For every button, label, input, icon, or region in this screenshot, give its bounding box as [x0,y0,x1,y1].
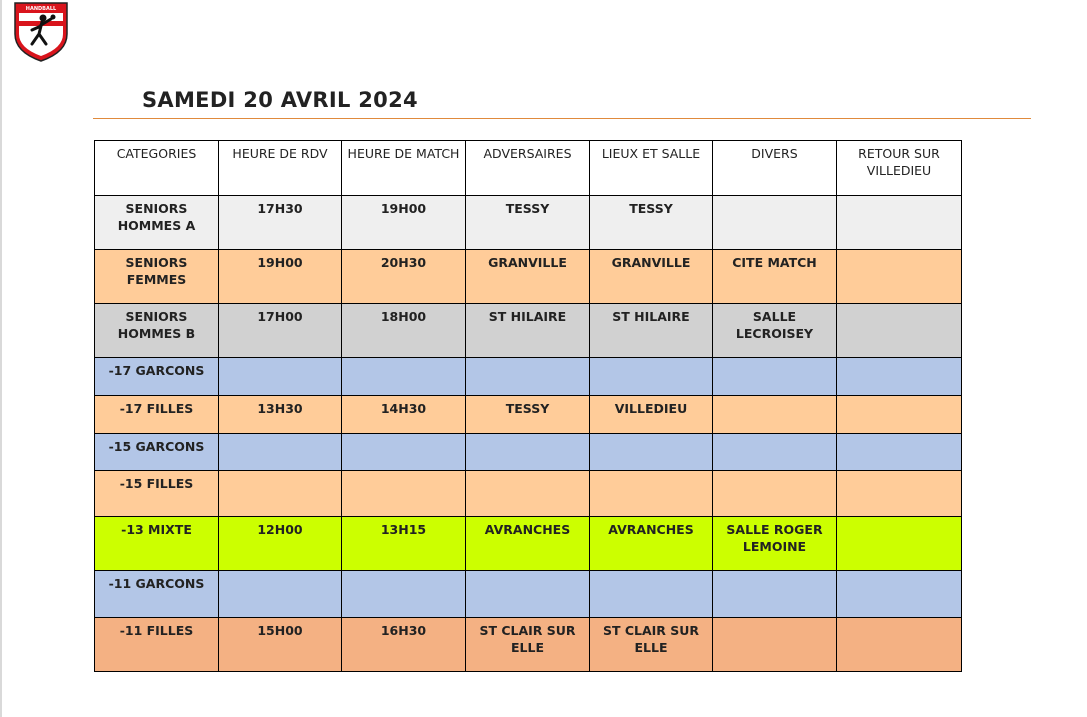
cell-category: SENIORS HOMMES A [95,196,219,250]
title-divider [93,118,1031,119]
cell-heure-match [342,571,466,618]
column-header-retour: RETOUR SUR VILLEDIEU [837,141,962,196]
table-row [95,196,962,250]
page-left-border [0,0,2,717]
cell-divers: SALLE ROGER LEMOINE [713,517,837,571]
cell-heure-rdv: 17H30 [219,196,342,250]
cell-category: SENIORS FEMMES [95,250,219,304]
cell-adversaires [466,571,590,618]
page-title: SAMEDI 20 AVRIL 2024 [142,88,418,112]
cell-adversaires [466,358,590,396]
cell-heure-match: 20H30 [342,250,466,304]
cell-adversaires: ST CLAIR SUR ELLE [466,618,590,672]
cell-retour [837,571,962,618]
cell-category: SENIORS HOMMES B [95,304,219,358]
cell-category: -17 FILLES [95,396,219,434]
cell-heure-match [342,471,466,517]
cell-heure-rdv: 17H00 [219,304,342,358]
cell-category: -15 GARCONS [95,434,219,471]
cell-heure-rdv: 15H00 [219,618,342,672]
cell-lieux-salle: ST HILAIRE [590,304,713,358]
cell-lieux-salle [590,358,713,396]
match-schedule-table [94,140,962,672]
cell-retour [837,250,962,304]
handball-club-logo-icon [12,0,70,62]
cell-divers [713,571,837,618]
cell-retour [837,396,962,434]
cell-adversaires: AVRANCHES [466,517,590,571]
cell-retour [837,517,962,571]
cell-retour [837,434,962,471]
column-header-categories: CATEGORIES [95,141,219,196]
column-header-heure-match: HEURE DE MATCH [342,141,466,196]
cell-category: -13 MIXTE [95,517,219,571]
cell-lieux-salle [590,471,713,517]
cell-heure-match: 16H30 [342,618,466,672]
table-row [95,471,962,517]
cell-lieux-salle [590,571,713,618]
cell-divers: SALLE LECROISEY [713,304,837,358]
cell-category: -15 FILLES [95,471,219,517]
cell-divers [713,396,837,434]
cell-lieux-salle: ST CLAIR SUR ELLE [590,618,713,672]
cell-divers [713,196,837,250]
table-row [95,618,962,672]
cell-lieux-salle: GRANVILLE [590,250,713,304]
cell-heure-match: 14H30 [342,396,466,434]
cell-lieux-salle [590,434,713,471]
column-header-lieux-salle: LIEUX ET SALLE [590,141,713,196]
cell-adversaires: TESSY [466,196,590,250]
cell-adversaires [466,434,590,471]
table-row [95,304,962,358]
column-header-adversaires: ADVERSAIRES [466,141,590,196]
cell-adversaires: GRANVILLE [466,250,590,304]
cell-adversaires: ST HILAIRE [466,304,590,358]
cell-heure-rdv: 12H00 [219,517,342,571]
cell-category: -11 GARCONS [95,571,219,618]
cell-category: -17 GARCONS [95,358,219,396]
cell-retour [837,618,962,672]
cell-heure-rdv: 13H30 [219,396,342,434]
cell-adversaires: TESSY [466,396,590,434]
cell-heure-match [342,358,466,396]
cell-lieux-salle: TESSY [590,196,713,250]
column-header-heure-rdv: HEURE DE RDV [219,141,342,196]
cell-retour [837,471,962,517]
cell-heure-match: 13H15 [342,517,466,571]
cell-lieux-salle: VILLEDIEU [590,396,713,434]
table-header-row [95,141,962,196]
cell-heure-rdv [219,358,342,396]
cell-heure-rdv [219,434,342,471]
cell-heure-rdv: 19H00 [219,250,342,304]
cell-heure-match [342,434,466,471]
table-row [95,250,962,304]
cell-divers [713,434,837,471]
table-row [95,358,962,396]
cell-retour [837,196,962,250]
table-row [95,434,962,471]
cell-retour [837,358,962,396]
cell-divers [713,471,837,517]
svg-text:HANDBALL: HANDBALL [25,6,57,12]
cell-retour [837,304,962,358]
column-header-divers: DIVERS [713,141,837,196]
table-row [95,396,962,434]
cell-category: -11 FILLES [95,618,219,672]
cell-heure-match: 19H00 [342,196,466,250]
shield-icon [12,0,70,62]
cell-divers [713,358,837,396]
cell-adversaires [466,471,590,517]
cell-divers: CITE MATCH [713,250,837,304]
table-row [95,517,962,571]
cell-heure-match: 18H00 [342,304,466,358]
cell-heure-rdv [219,571,342,618]
cell-lieux-salle: AVRANCHES [590,517,713,571]
table-row [95,571,962,618]
cell-heure-rdv [219,471,342,517]
cell-divers [713,618,837,672]
